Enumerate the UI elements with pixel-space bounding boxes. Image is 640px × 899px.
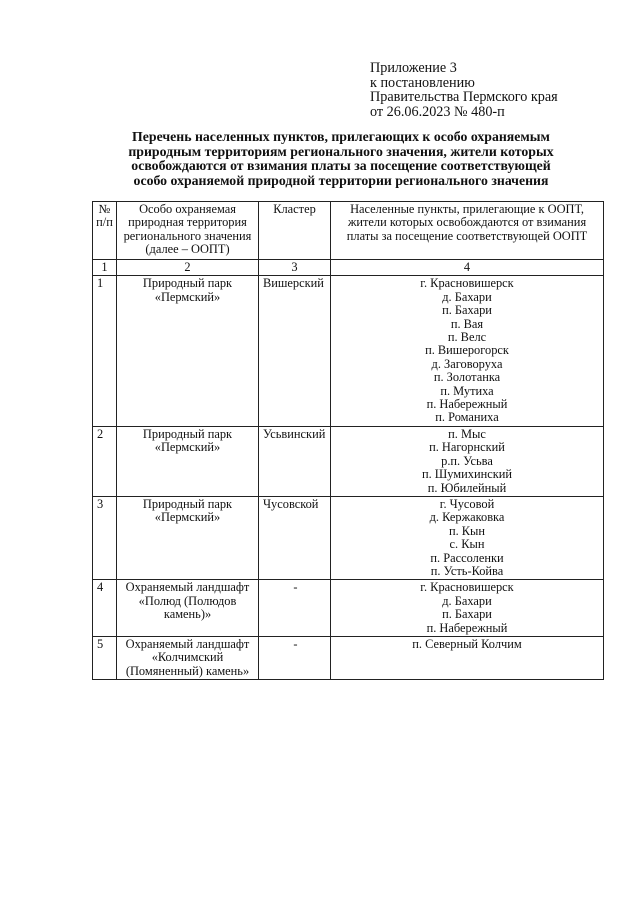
row-number: 1 [93, 276, 117, 426]
cell-line: п. Шумихинский [421, 467, 513, 482]
table-body [93, 202, 604, 680]
protected-area-name [117, 276, 259, 426]
column-number-row [93, 260, 604, 276]
cell-line: д. Заговоруха [431, 356, 503, 371]
cell-line: п. Мыс [448, 426, 486, 441]
table-row [93, 426, 604, 496]
cell-line: (далее – ООПТ) [145, 242, 230, 257]
header-row [93, 202, 604, 260]
cell-line: п/п [96, 215, 113, 230]
header-places [331, 202, 604, 260]
cell-line: Охраняемый ландшафт [125, 580, 250, 595]
cell-line: природная территория [128, 215, 247, 230]
row-number: 5 [93, 636, 117, 679]
column-number: 4 [331, 260, 604, 276]
cluster-name: Усьвинский [259, 426, 331, 496]
cell-line: д. Кержаковка [429, 510, 505, 525]
cell-line: д. Бахари [442, 289, 492, 304]
column-number: 2 [117, 260, 259, 276]
cell-line: «Полюд (Полюдов [138, 593, 237, 608]
cell-line: г. Чусовой [439, 496, 495, 511]
cell-line: п. Вая [450, 316, 484, 331]
title-line: освобождаются от взимания платы за посещение соответствующей [131, 158, 551, 174]
cluster-name: Вишерский [259, 276, 331, 426]
protected-area-name [117, 496, 259, 579]
cluster-name: - [259, 580, 331, 637]
cell-line: г. Красновишерск [420, 580, 514, 595]
cell-line: п. Усть-Койва [430, 563, 504, 578]
column-number: 3 [259, 260, 331, 276]
cell-line: Природный парк [142, 276, 233, 291]
cell-line: Природный парк [142, 496, 233, 511]
table-row [93, 276, 604, 426]
cell-line: п. Набережный [426, 620, 508, 635]
cell-line: Природный парк [142, 426, 233, 441]
cell-line: «Пермский» [154, 289, 221, 304]
cell-line: д. Бахари [442, 593, 492, 608]
cell-line: платы за посещение соответствующей ООПТ [346, 228, 588, 243]
cell-line: п. Романиха [435, 410, 499, 425]
cell-line: п. Набережный [426, 397, 508, 412]
appendix-block [370, 61, 630, 119]
cell-line: п. Кын [448, 523, 486, 538]
header-cluster [259, 202, 331, 260]
cell-line: с. Кын [449, 537, 485, 552]
appendix-line: Приложение 3 [370, 60, 457, 76]
cell-line: п. Нагорнский [429, 440, 505, 455]
cell-line: «Пермский» [154, 440, 221, 455]
row-number: 3 [93, 496, 117, 579]
cell-line: п. Северный Колчим [412, 636, 522, 651]
header-area [117, 202, 259, 260]
cell-line: регионального значения [123, 228, 252, 243]
appendix-line: Правительства Пермского края [370, 89, 558, 106]
document-title [60, 130, 622, 189]
cell-line: «Пермский» [154, 510, 221, 525]
cell-line: № [98, 202, 111, 216]
cell-line: п. Золотанка [433, 370, 501, 385]
table-row [93, 636, 604, 679]
cluster-name: - [259, 636, 331, 679]
title-line: особо охраняемой природной территории регионального значения [133, 173, 549, 189]
cell-line: п. Бахари [442, 607, 492, 622]
protected-area-name [117, 636, 259, 679]
table-row [93, 496, 604, 579]
cell-line: г. Красновишерск [420, 276, 514, 291]
cell-line: «Колчимский [151, 650, 224, 665]
settlements-list [331, 636, 604, 679]
cell-line: камень)» [163, 607, 212, 622]
settlements-list [331, 580, 604, 637]
settlements-list [331, 496, 604, 579]
column-number: 1 [93, 260, 117, 276]
cell-line: п. Бахари [442, 303, 492, 318]
table-row [93, 580, 604, 637]
cell-line: Охраняемый ландшафт [125, 636, 250, 651]
cell-line: Кластер [273, 202, 316, 216]
title-line: природным территориям регионального значения, жители которых [128, 143, 554, 159]
cell-line: Особо охраняемая [139, 202, 236, 216]
cell-line: (Помяненный) камень» [125, 663, 250, 678]
cell-line: Населенные пункты, прилегающие к ООПТ, [350, 202, 584, 216]
cell-line: п. Рассоленки [430, 550, 504, 565]
cell-line: п. Велс [447, 330, 487, 345]
cell-line: п. Юбилейный [427, 480, 507, 495]
settlements-table [92, 201, 604, 680]
cell-line: п. Мутиха [440, 383, 494, 398]
row-number: 2 [93, 426, 117, 496]
settlements-list [331, 426, 604, 496]
appendix-line: к постановлению [370, 74, 475, 91]
cell-line: жители которых освобождаются от взимания [347, 215, 587, 230]
appendix-line: от 26.06.2023 № 480-п [370, 103, 505, 120]
settlements-list [331, 276, 604, 426]
header-num [93, 202, 117, 260]
row-number: 4 [93, 580, 117, 637]
protected-area-name [117, 580, 259, 637]
cell-line: р.п. Усьва [441, 453, 493, 468]
title-line: Перечень населенных пунктов, прилегающих к особо охраняемым [132, 129, 550, 144]
cell-line: п. Вишерогорск [425, 343, 509, 358]
protected-area-name [117, 426, 259, 496]
cluster-name: Чусовской [259, 496, 331, 579]
